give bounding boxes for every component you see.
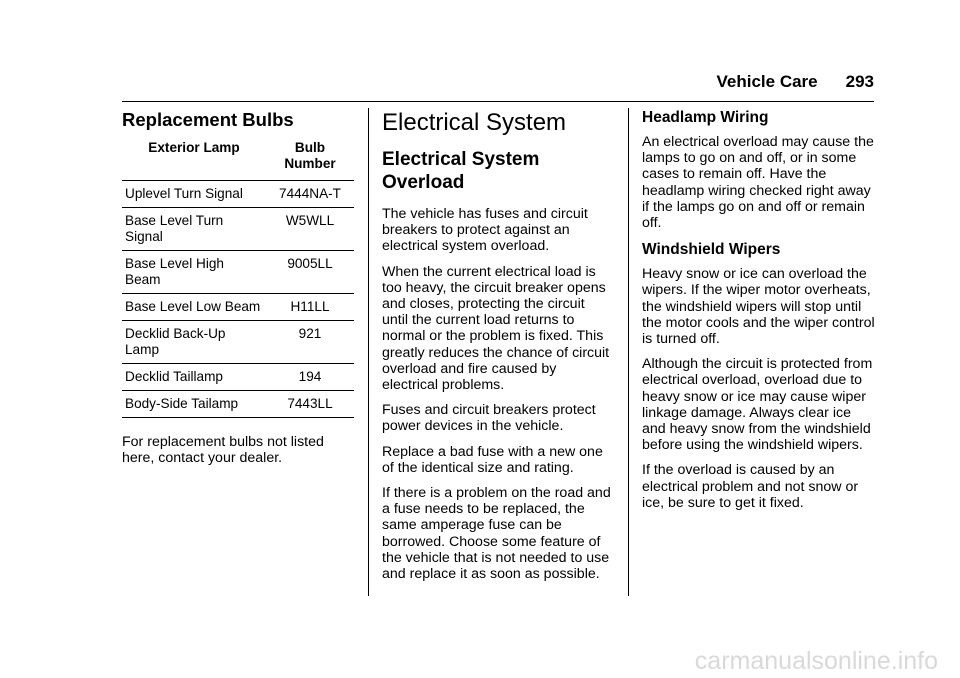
bulb-lamp-cell: Decklid Taillamp: [122, 364, 266, 391]
overload-paragraph: The vehicle has fuses and circuit breakers to protect against an electrical system overload.: [382, 206, 588, 255]
bulb-table: [122, 140, 354, 418]
page-number: 293: [845, 72, 874, 91]
bulb-number-cell: 194: [266, 364, 354, 391]
overload-paragraph: Fuses and circuit breakers protect power devices in the vehicle.: [382, 402, 596, 435]
headlamp-wiring-heading: Headlamp Wiring: [642, 109, 769, 126]
wipers-paragraph: Although the circuit is protected from electrical overload, overload due to heavy snow or ice may cause wiper linkage damage. Always clear ice and heavy snow from the windshield before using the windshield wipers.: [642, 356, 873, 454]
header-divider: [122, 101, 874, 102]
table-row: [122, 181, 354, 208]
bulb-lamp-cell: Base Level High Beam: [122, 251, 266, 294]
bulb-number-cell: H11LL: [266, 294, 354, 321]
watermark: carmanualsonline.info: [694, 647, 938, 675]
bulb-lamp-cell: Base Level Low Beam: [122, 294, 266, 321]
bulb-number-cell: 9005LL: [266, 251, 354, 294]
bulb-table-header-row: [122, 140, 354, 181]
column-wiring-wipers: [642, 108, 876, 511]
bulb-lamp-cell: Body-Side Tailamp: [122, 391, 266, 418]
electrical-overload-heading: Electrical System Overload: [382, 149, 540, 193]
replacement-bulbs-heading: Replacement Bulbs: [122, 109, 294, 130]
bulb-note: For replacement bulbs not listed here, contact your dealer.: [122, 434, 324, 467]
bulb-number-cell: 7443LL: [266, 391, 354, 418]
table-row: [122, 294, 354, 321]
table-row: [122, 391, 354, 418]
bulb-lamp-cell: Decklid Back-Up Lamp: [122, 321, 266, 364]
column-replacement-bulbs: [122, 108, 354, 466]
bulb-lamp-cell: Base Level Turn Signal: [122, 208, 266, 251]
overload-paragraph: When the current electrical load is too heavy, the circuit breaker opens and closes, protecting the circuit until the current load returns to normal or the problem is fixed. This greatly reduces the chance of circuit overload and fire caused by electrical problems.: [382, 263, 610, 394]
bulb-number-cell: 7444NA-T: [266, 181, 354, 208]
header-section-title: Vehicle Care: [716, 72, 818, 91]
overload-paragraph: Replace a bad fuse with a new one of the identical size and rating.: [382, 443, 603, 476]
bulb-table-header-number: Bulb Number: [266, 140, 354, 181]
wipers-paragraph: If the overload is caused by an electrical problem and not snow or ice, be sure to get it fixed.: [642, 462, 859, 511]
bulb-number-cell: 921: [266, 321, 354, 364]
headlamp-wiring-paragraph: An electrical overload may cause the lamps to go on and off, or in some cases to remain off. Have the headlamp wiring checked right away if the lamps go on and off or remain off.: [642, 134, 874, 232]
table-row: [122, 321, 354, 364]
windshield-wipers-heading: Windshield Wipers: [642, 241, 781, 259]
bulb-lamp-cell: Uplevel Turn Signal: [122, 181, 266, 208]
table-row: [122, 364, 354, 391]
column-electrical-system: [382, 108, 614, 582]
bulb-table-header-lamp: Exterior Lamp: [122, 140, 266, 181]
wipers-paragraph: Heavy snow or ice can overload the wipers. If the wiper motor overheats, the windshield wipers will stop until the motor cools and the wiper control is turned off.: [642, 266, 875, 348]
table-row: [122, 208, 354, 251]
electrical-system-heading: Electrical System: [382, 109, 567, 136]
column-divider-left: [368, 108, 369, 596]
table-row: [122, 251, 354, 294]
column-divider-right: [628, 108, 629, 596]
bulb-number-cell: W5WLL: [266, 208, 354, 251]
page-header: [717, 72, 875, 92]
overload-paragraph: If there is a problem on the road and a fuse needs to be replaced, the same amperage fuse can be borrowed. Choose some feature of the vehicle that is not needed to use and replace it as soon as possible.: [382, 485, 611, 583]
